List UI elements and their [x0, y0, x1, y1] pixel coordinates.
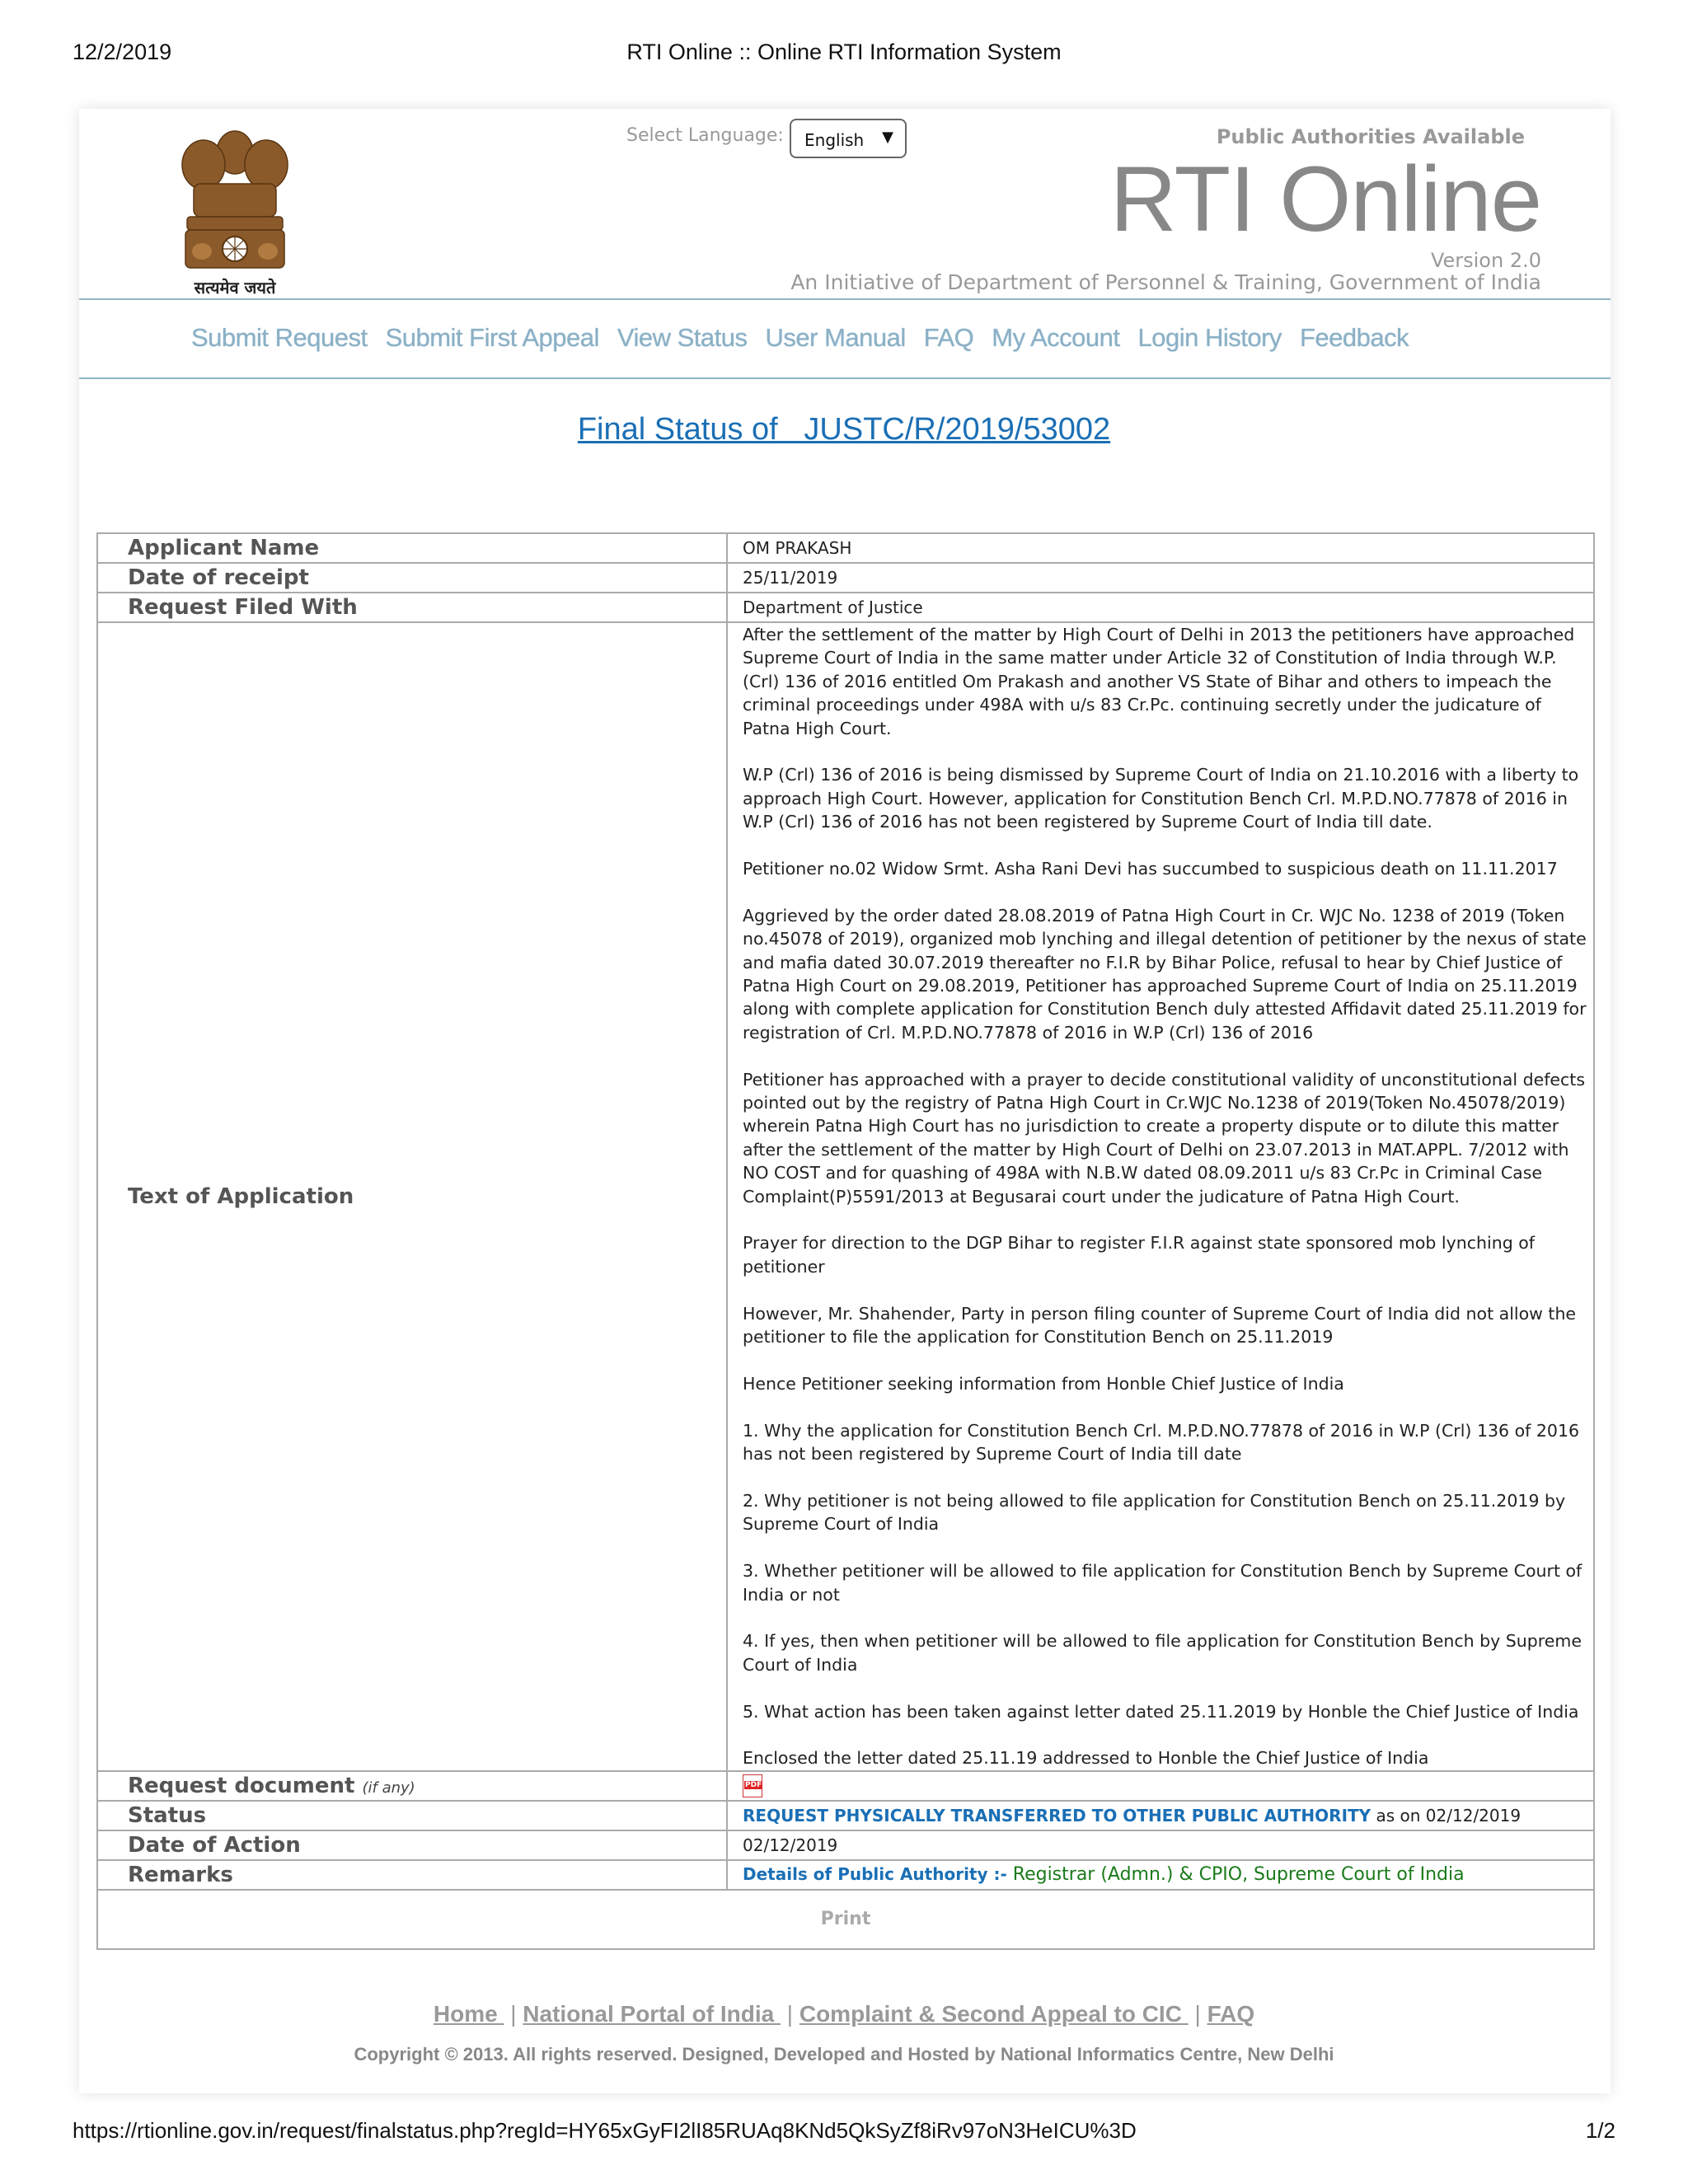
status-value: REQUEST PHYSICALLY TRANSFERRED TO OTHER PUBLIC AUTHORITY as on 02/12/2019	[727, 1801, 1594, 1830]
application-paragraph: Prayer for direction to the DGP Bihar to register F.I.R against state sponsored mob lynching of petitioner	[743, 1233, 1535, 1277]
date-action-value: 02/12/2019	[727, 1830, 1594, 1860]
emblem-caption: सत्यमेव जयते	[194, 278, 276, 298]
public-authorities-link[interactable]: Public Authorities Available	[1216, 125, 1525, 148]
version-label: Version 2.0	[1430, 249, 1541, 272]
status-details-table	[96, 532, 1595, 1950]
status-label: Status	[97, 1801, 727, 1830]
language-label: Select Language:	[626, 125, 784, 146]
language-selected: English	[804, 130, 865, 150]
pdf-file-icon[interactable]: PDF	[743, 1774, 762, 1797]
language-select[interactable]	[790, 119, 907, 158]
table-row	[97, 563, 1594, 593]
status-badge: REQUEST PHYSICALLY TRANSFERRED TO OTHER PUBLIC AUTHORITY	[743, 1805, 1372, 1825]
application-paragraph: Petitioner has approached with a prayer to decide constitutional validity of unconstitutional defects pointed out by the registry of Patna High Court in Cr.WJC No.1238 of 2019(Token No.45078/2019) wherein Patna High Court has no jurisdiction to create a property dispute or to dilute this matter after the settlement of the matter by High Court of Delhi on 23.07.2013 in MAT.APPL. 7/2012 with NO COST and for quashing of 498A with N.B.W dated 08.09.2011 u/s 83 Cr.Pc in Criminal Case Complaint(P)5591/2013 at Begusarai court under the judicature of Patna High Court.	[743, 1069, 1586, 1207]
application-paragraph: After the settlement of the matter by High Court of Delhi in 2013 the petitioners have approached Supreme Court of India in the same matter under Article 32 of Constitution of India through W.P. (Crl) 136 of 2016 entitled Om Prakash and another VS State of Bihar and others to impeach the criminal proceedings under 498A with u/s 83 Cr.Pc. continuing secretly under the judicature of Patna High Court.	[743, 625, 1575, 738]
table-row	[97, 1771, 1594, 1801]
chevron-down-icon: ▼	[882, 129, 893, 146]
request-document-value	[727, 1771, 1594, 1801]
footer-complaint-link[interactable]: Complaint & Second Appeal to CIC	[799, 2001, 1189, 2027]
applicant-name-value: OM PRAKASH	[727, 533, 1594, 563]
table-row	[97, 622, 1594, 1771]
application-paragraph: However, Mr. Shahender, Party in person filing counter of Supreme Court of India did not allow the petitioner to file the application for Constitution Bench on 25.11.2019	[743, 1303, 1577, 1347]
nav-my-account[interactable]: My Account	[992, 323, 1120, 352]
applicant-name-label: Applicant Name	[97, 533, 727, 563]
header-divider	[79, 298, 1611, 300]
page-title[interactable]: Final Status of JUSTC/R/2019/53002	[577, 412, 1111, 447]
initiative-text: An Initiative of Department of Personnel & Training, Government of India	[790, 270, 1541, 294]
application-paragraph: 2. Why petitioner is not being allowed to file application for Constitution Bench on 25.11.2019 by Supreme Court of India	[743, 1490, 1566, 1535]
footer-links: Home | National Portal of India | Complaint & Second Appeal to CIC | FAQ	[433, 2001, 1255, 2027]
remarks-label: Remarks	[97, 1860, 727, 1890]
print-page-number: 1/2	[1585, 2118, 1615, 2143]
footer-national-portal-link[interactable]: National Portal of India	[523, 2001, 781, 2027]
application-paragraph: 1. Why the application for Constitution Bench Crl. M.P.D.NO.77878 of 2016 in W.P (Crl) 136 of 2016 has not been registered by Supreme Court of India till date	[743, 1420, 1580, 1465]
nav-feedback[interactable]: Feedback	[1299, 323, 1409, 352]
table-row	[97, 1830, 1594, 1860]
print-date: 12/2/2019	[73, 40, 172, 64]
date-receipt-label: Date of receipt	[97, 563, 727, 593]
table-row	[97, 1860, 1594, 1890]
table-row	[97, 1801, 1594, 1830]
print-title: RTI Online :: Online RTI Information System	[626, 40, 1062, 64]
application-paragraph: Petitioner no.02 Widow Srmt. Asha Rani Devi has succumbed to suspicious death on 11.11.2017	[743, 859, 1558, 879]
nav-submit-request[interactable]: Submit Request	[191, 323, 368, 352]
copyright-text: Copyright © 2013. All rights reserved. Designed, Developed and Hosted by National Informatics Centre, New Delhi	[354, 2044, 1334, 2064]
request-document-label: Request document (if any)	[97, 1771, 727, 1801]
table-row	[97, 593, 1594, 622]
nav-view-status[interactable]: View Status	[617, 323, 748, 352]
footer-home-link[interactable]: Home	[433, 2001, 504, 2027]
application-paragraph: Enclosed the letter dated 25.11.19 addressed to Honble the Chief Justice of India	[743, 1748, 1429, 1769]
application-text	[727, 622, 1594, 1771]
date-receipt-value: 25/11/2019	[727, 563, 1594, 593]
application-paragraph: W.P (Crl) 136 of 2016 is being dismissed by Supreme Court of India on 21.10.2016 with a liberty to approach High Court. However, application for Constitution Bench Crl. M.P.D.NO.77878 of 2016 in W.P (Crl) 136 of 2016 has not been registered by Supreme Court of India till date.	[743, 765, 1579, 832]
table-row	[97, 1890, 1594, 1949]
filed-with-value: Department of Justice	[727, 593, 1594, 622]
nav-faq[interactable]: FAQ	[923, 323, 974, 352]
site-title: RTI Online	[1109, 148, 1541, 251]
nav-login-history[interactable]: Login History	[1137, 323, 1282, 352]
main-nav	[191, 323, 1409, 353]
application-paragraph: Aggrieved by the order dated 28.08.2019 of Patna High Court in Cr. WJC No. 1238 of 2019 (Token no.45078 of 2019), organized mob lynching and illegal detention of petitioner by the nexus of state and mafia dated 30.07.2019 thereafter no F.I.R by Bihar Police, refusal to hear by Chief Justice of Patna High Court on 29.08.2019, Petitioner has approached Supreme Court of India on 25.11.2019 along with complete application for Constitution Bench duly attested Affidavit dated 25.11.2019 for registration of Crl. M.P.D.NO.77878 of 2016 in W.P (Crl) 136 of 2016	[743, 905, 1587, 1043]
national-emblem-icon	[169, 120, 301, 297]
footer-faq-link[interactable]: FAQ	[1207, 2001, 1255, 2027]
nav-user-manual[interactable]: User Manual	[765, 323, 906, 352]
remarks-value: Details of Public Authority :- Registrar (Admn.) & CPIO, Supreme Court of India	[727, 1860, 1594, 1890]
table-row	[97, 533, 1594, 563]
application-text-label: Text of Application	[97, 622, 727, 1771]
application-paragraph: Hence Petitioner seeking information from Honble Chief Justice of India	[743, 1373, 1344, 1394]
print-row	[97, 1890, 1594, 1949]
date-action-label: Date of Action	[97, 1830, 727, 1860]
application-paragraph: 5. What action has been taken against letter dated 25.11.2019 by Honble the Chief Justice of India	[743, 1701, 1579, 1722]
print-button[interactable]: Print	[820, 1909, 871, 1930]
application-paragraph: 3. Whether petitioner will be allowed to file application for Constitution Bench by Supreme Court of India or not	[743, 1561, 1582, 1605]
nav-divider	[79, 377, 1611, 379]
nav-submit-first-appeal[interactable]: Submit First Appeal	[385, 323, 599, 352]
print-url: https://rtionline.gov.in/request/finalstatus.php?regId=HY65xGyFI2lI85RUAq8KNd5QkSyZf8iRv97oN3HeICU%3D	[73, 2118, 1137, 2143]
application-paragraph: 4. If yes, then when petitioner will be allowed to file application for Constitution Bench by Supreme Court of India	[743, 1631, 1582, 1675]
filed-with-label: Request Filed With	[97, 593, 727, 622]
